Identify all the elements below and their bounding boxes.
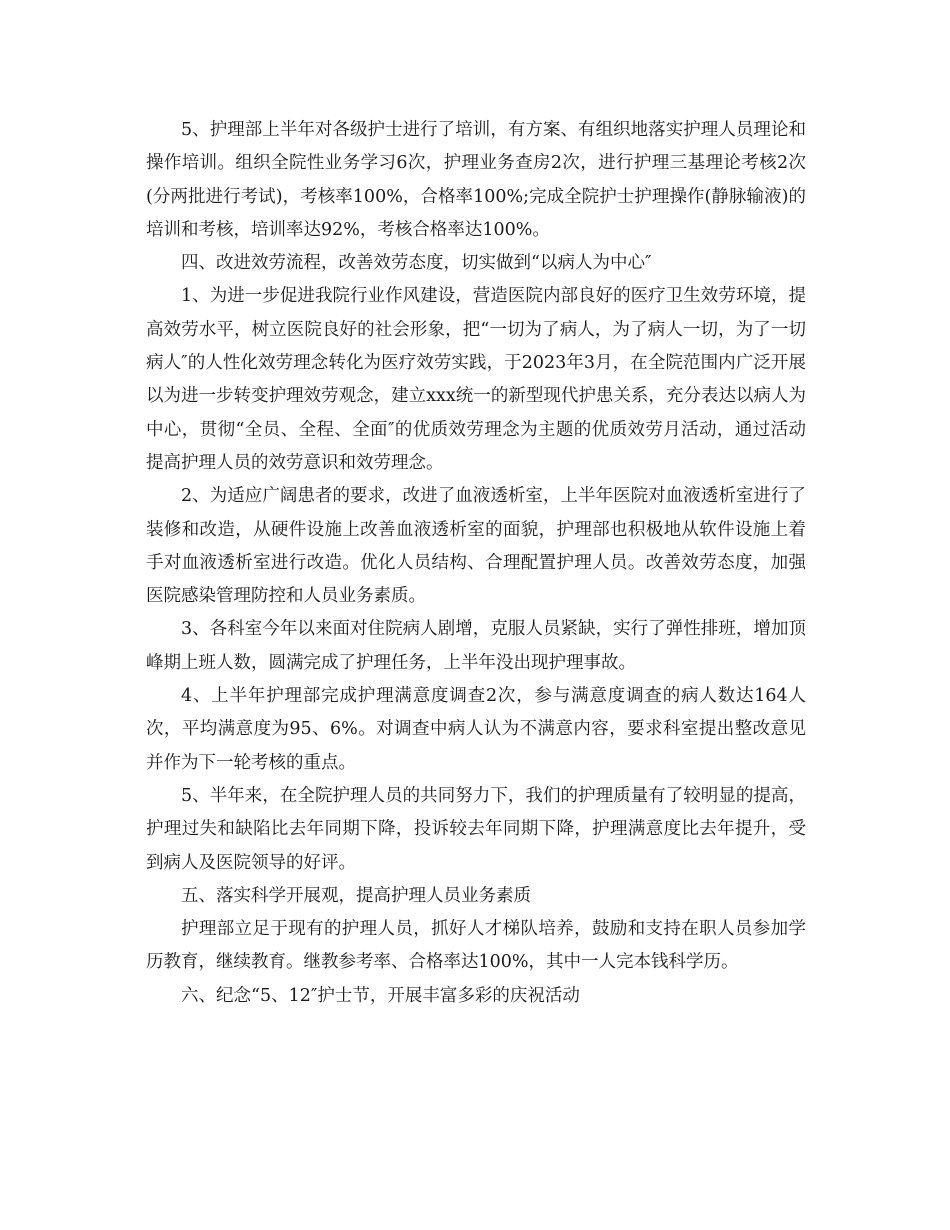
paragraph-quality-improvement: 5、半年来，在全院护理人员的共同努力下，我们的护理质量有了较明显的提高，护理过失和缺陷比去年同期下降，投诉较去年同期下降，护理满意度比去年提升，受到病人及医院领导的好评。 [146,785,806,873]
paragraph-continuing-education: 护理部立足于现有的护理人员，抓好人才梯队培养，鼓励和支持在职人员参加学历教育，继续教育。继教参考率、合格率达100%，其中一人完本钱科学历。 [146,919,806,973]
paragraph-satisfaction-survey: 4、上半年护理部完成护理满意度调查2次，参与满意度调查的病人数达164人次，平均满意度为95、6%。对调查中病人认为不满意内容，要求科室提出整改意见并作为下一轮考核的重点。 [146,686,806,773]
section-heading-staff-quality: 五、落实科学开展观，提高护理人员业务素质 [181,885,531,906]
paragraph-dialysis-room: 2、为适应广阔患者的要求，改进了血液透析室，上半年医院对血液透析室进行了装修和改造，从硬件设施上改善血液透析室的面貌，护理部也积极地从软件设施上着手对血液透析室进行改造。优化人员结构、合理配置护理人员。改善效劳态度，加强医院感染管理防控和人员业务素质。 [146,486,806,607]
section-heading-service-process: 四、改进效劳流程，改善效劳态度，切实做到“以病人为中心″ [181,253,652,274]
section-heading-nurses-day: 六、纪念“5、12″护士节，开展丰富多彩的庆祝活动 [181,985,580,1006]
paragraph-flexible-scheduling: 3、各科室今年以来面对住院病人剧增，克服人员紧缺，实行了弹性排班，增加顶峰期上班人数，圆满完成了护理任务，上半年没出现护理事故。 [146,619,806,673]
document-body [146,114,806,1013]
paragraph-service-month: 1、为进一步促进我院行业作风建设，营造医院内部良好的医疗卫生效劳环境，提高效劳水平，树立医院良好的社会形象，把“一切为了病人，为了病人一切，为了一切病人″的人性化效劳理念转化为医疗效劳实践，于2023年3月，在全院范围内广泛开展以为进一步转变护理效劳观念，建立xxx统一的新型现代护患关系，充分表达以病人为中心，贯彻“全员、全程、全面″的优质效劳理念为主题的优质效劳月活动，通过活动提高护理人员的效劳意识和效劳理念。 [146,286,806,473]
paragraph-training: 5、护理部上半年对各级护士进行了培训，有方案、有组织地落实护理人员理论和操作培训。组织全院性业务学习6次，护理业务查房2次，进行护理三基理论考核2次(分两批进行考试)，考核率100%，合格率100%;完成全院护士护理操作(静脉输液)的培训和考核，培训率达92%，考核合格率达100%。 [146,120,806,240]
